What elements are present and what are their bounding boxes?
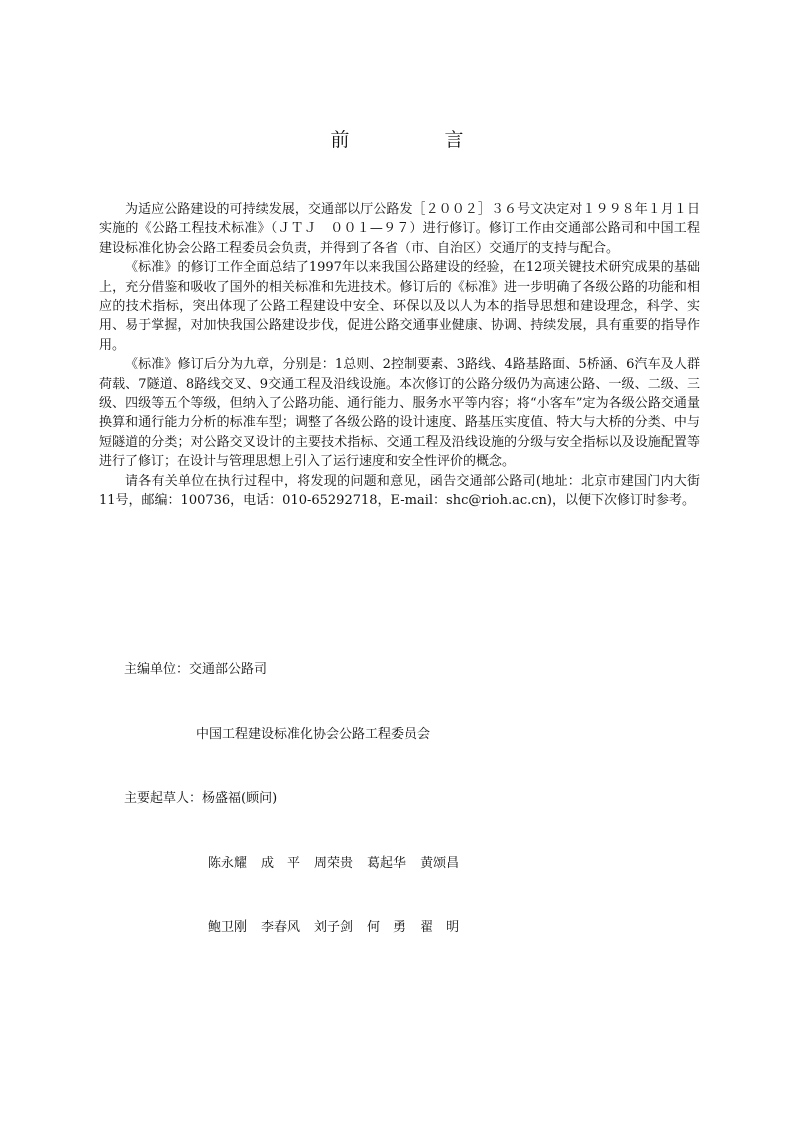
drafter-name: 成 平: [261, 855, 301, 871]
paragraph-1: 为适应公路建设的可持续发展，交通部以厅公路发［２００２］３６号文决定对１９９８年１月１日实施的《公路工程技术标准》（ＪＴＪ ００１—９７）进行修订。修订工作由交通部公路司和中国工程建设标准化协会公路工程委员会负责，并得到了各省（市、自治区）交通厅的支持与配合。: [99, 202, 700, 256]
paragraph-4: 请各有关单位在执行过程中，将发现的问题和意见，函告交通部公路司(地址：北京市建国门内大街11号，邮编：100736，电话：010-65292718，E-mail：shc@rioh.ac.cn)，以便下次修订时参考。: [99, 473, 700, 509]
drafters-line: [124, 788, 473, 810]
drafter-name: 李春风: [261, 920, 301, 935]
drafter-name: 陈永耀: [208, 855, 248, 871]
credits-block: [124, 616, 473, 960]
drafter-name: 翟 明: [420, 920, 460, 935]
drafters-label: 主要起草人：: [124, 791, 203, 806]
drafter-name: 葛起华: [367, 855, 407, 871]
paragraph-2: 《标准》的修订工作全面总结了1997年以来我国公路建设的经验，在12项关键技术研究成果的基础上，充分借鉴和吸收了国外的相关标准和先进技术。修订后的《标准》进一步明确了各级公路的功能和相应的技术指标，突出体现了公路工程建设中安全、环保以及以人为本的指导思想和建设理念，科学、实用、易于掌握，对加快我国公路建设步伐，促进公路交通事业健康、协调、持续发展，具有重要的指导作用。: [99, 260, 700, 353]
drafters-row-2: [124, 917, 473, 939]
preface-body: [99, 200, 700, 511]
drafter-name: 刘子剑: [314, 920, 354, 935]
paragraph-3: 《标准》修订后分为九章，分别是：1总则、2控制要素、3路线、4路基路面、5桥涵、6汽车及人群荷载、7隧道、8路线交叉、9交通工程及沿线设施。本次修订的公路分级仍为高速公路、一级、二级、三级、四级等五个等级，但纳入了公路功能、通行能力、服务水平等内容；将“小客车”定为各级公路交通量换算和通行能力分析的标准车型；调整了各级公路的设计速度、路基压实度值、特大与大桥的分类、中与短隧道的分类；对公路交叉设计的主要技术指标、交通工程及沿线设施的分级与安全指标以及设施配置等进行了修订；在设计与管理思想上引入了运行速度和安全性评价的概念。: [99, 357, 700, 470]
editor-label: 主编单位：: [124, 662, 190, 677]
page-title: 前 言: [330, 129, 502, 151]
drafter-name: 黄颂昌: [420, 855, 460, 871]
editor-org-line-2: [124, 724, 473, 746]
editor-org-2: 中国工程建设标准化协会公路工程委员会: [196, 726, 431, 742]
drafter-name: 鲍卫刚: [208, 920, 248, 935]
editor-line: [124, 659, 473, 681]
drafters-row-1: [124, 853, 473, 875]
drafter-name: 何 勇: [367, 920, 407, 935]
editor-org-1: 交通部公路司: [189, 662, 268, 677]
drafter-advisor: 杨盛福(顾问): [202, 791, 278, 806]
drafter-name: 周荣贵: [314, 855, 354, 871]
